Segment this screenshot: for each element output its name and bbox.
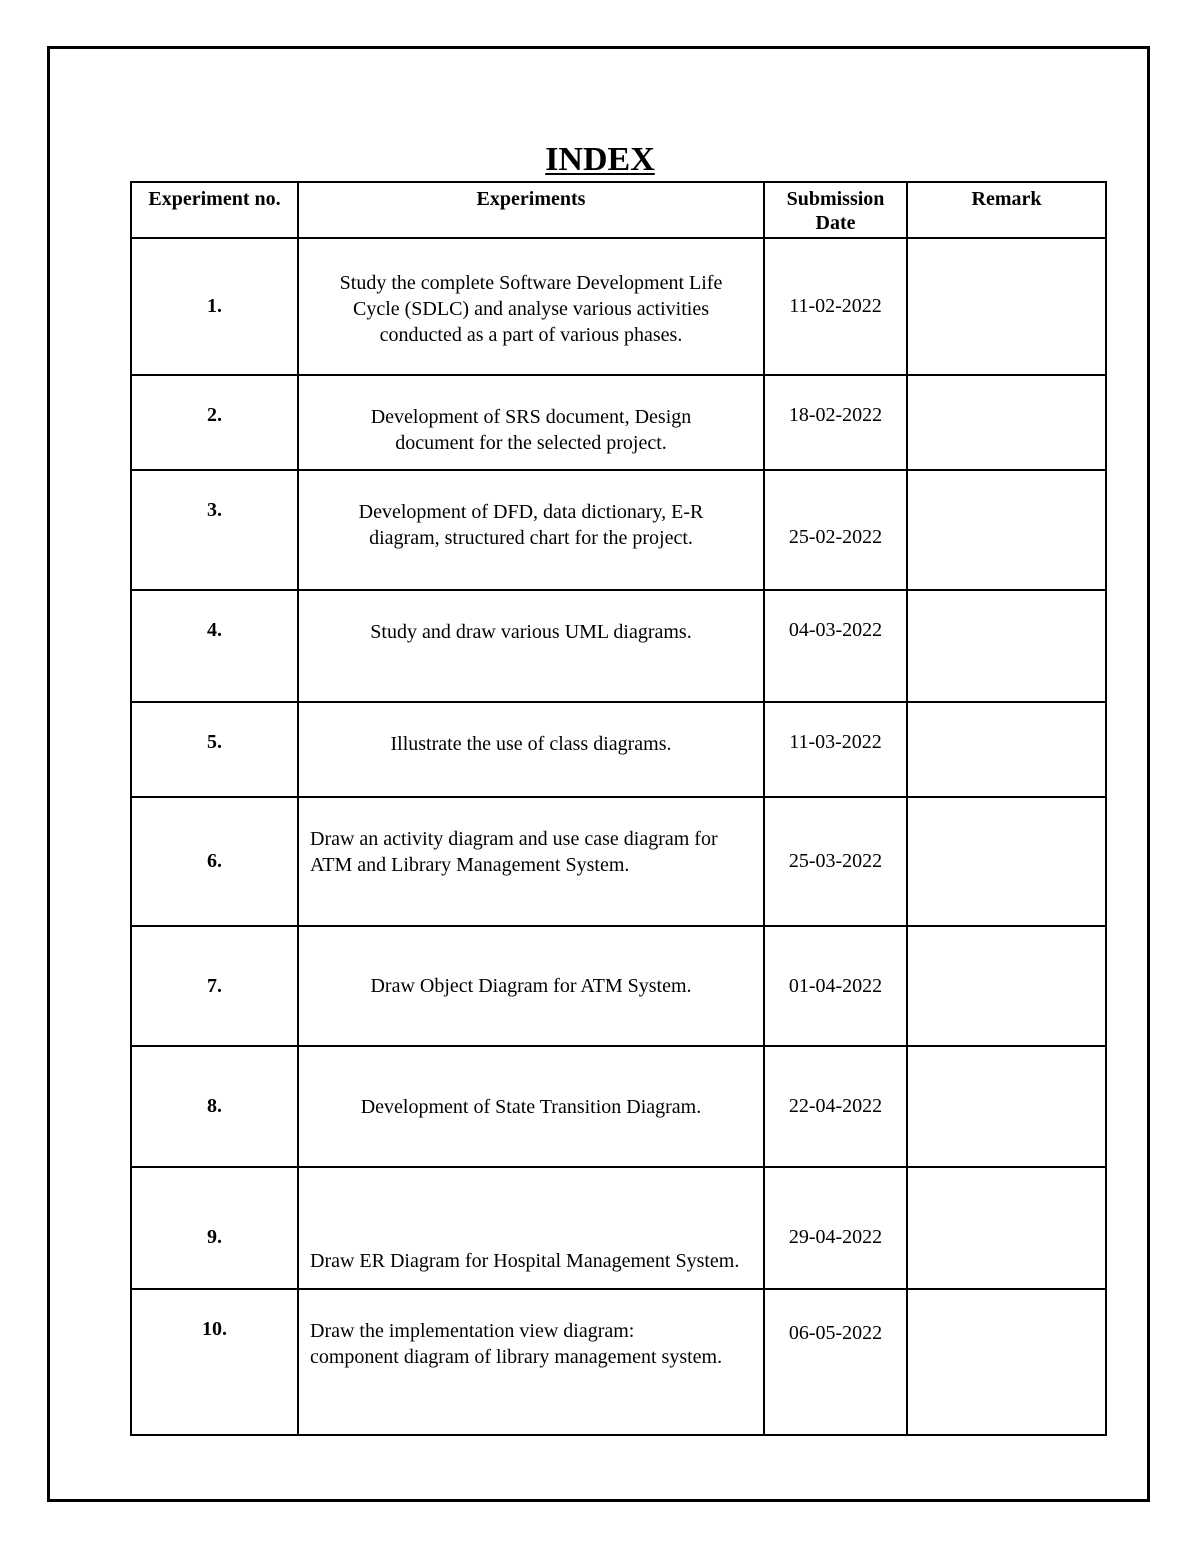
table-row — [131, 238, 1106, 375]
submission-date: 29-04-2022 — [764, 1167, 907, 1289]
remark-cell — [907, 375, 1106, 470]
experiment-description: Draw ER Diagram for Hospital Management System. — [298, 1167, 764, 1289]
header-experiments: Experiments — [298, 182, 764, 238]
experiment-description: Draw Object Diagram for ATM System. — [298, 926, 764, 1046]
table-row — [131, 375, 1106, 470]
remark-cell — [907, 1167, 1106, 1289]
submission-date: 18-02-2022 — [764, 375, 907, 470]
submission-date: 11-02-2022 — [764, 238, 907, 375]
table-row — [131, 1046, 1106, 1167]
table-row — [131, 590, 1106, 702]
table-row — [131, 702, 1106, 797]
table-row — [131, 1289, 1106, 1435]
header-submission-date: Submission Date — [764, 182, 907, 238]
table-header-row — [131, 182, 1106, 238]
experiment-number: 1. — [131, 238, 298, 375]
submission-date: 25-03-2022 — [764, 797, 907, 926]
submission-date: 06-05-2022 — [764, 1289, 907, 1435]
submission-date: 11-03-2022 — [764, 702, 907, 797]
table-row — [131, 1167, 1106, 1289]
submission-date: 04-03-2022 — [764, 590, 907, 702]
remark-cell — [907, 702, 1106, 797]
header-experiment-no: Experiment no. — [131, 182, 298, 238]
experiment-number: 10. — [131, 1289, 298, 1435]
experiment-description: Illustrate the use of class diagrams. — [298, 702, 764, 797]
experiment-number: 6. — [131, 797, 298, 926]
remark-cell — [907, 1046, 1106, 1167]
remark-cell — [907, 470, 1106, 590]
experiment-number: 7. — [131, 926, 298, 1046]
submission-date: 25-02-2022 — [764, 470, 907, 590]
experiment-description: Development of DFD, data dictionary, E-R diagram, structured chart for the project. — [298, 470, 764, 590]
experiment-description: Study and draw various UML diagrams. — [298, 590, 764, 702]
experiment-description: Study the complete Software Development Life Cycle (SDLC) and analyse various activities conducted as a part of various phases. — [298, 238, 764, 375]
submission-date: 22-04-2022 — [764, 1046, 907, 1167]
table-row — [131, 797, 1106, 926]
remark-cell — [907, 238, 1106, 375]
experiment-description: Draw an activity diagram and use case diagram for ATM and Library Management System. — [298, 797, 764, 926]
experiment-description: Development of State Transition Diagram. — [298, 1046, 764, 1167]
submission-date: 01-04-2022 — [764, 926, 907, 1046]
header-remark: Remark — [907, 182, 1106, 238]
experiment-number: 3. — [131, 470, 298, 590]
page-title: INDEX — [545, 141, 655, 178]
experiment-number: 2. — [131, 375, 298, 470]
remark-cell — [907, 590, 1106, 702]
remark-cell — [907, 926, 1106, 1046]
experiment-description: Development of SRS document, Design document for the selected project. — [298, 375, 764, 470]
experiment-number: 8. — [131, 1046, 298, 1167]
table-row — [131, 926, 1106, 1046]
remark-cell — [907, 1289, 1106, 1435]
table-row — [131, 470, 1106, 590]
index-table — [130, 181, 1107, 1436]
experiment-description: Draw the implementation view diagram: component diagram of library management system. — [298, 1289, 764, 1435]
experiment-number: 4. — [131, 590, 298, 702]
experiment-number: 9. — [131, 1167, 298, 1289]
experiment-number: 5. — [131, 702, 298, 797]
remark-cell — [907, 797, 1106, 926]
